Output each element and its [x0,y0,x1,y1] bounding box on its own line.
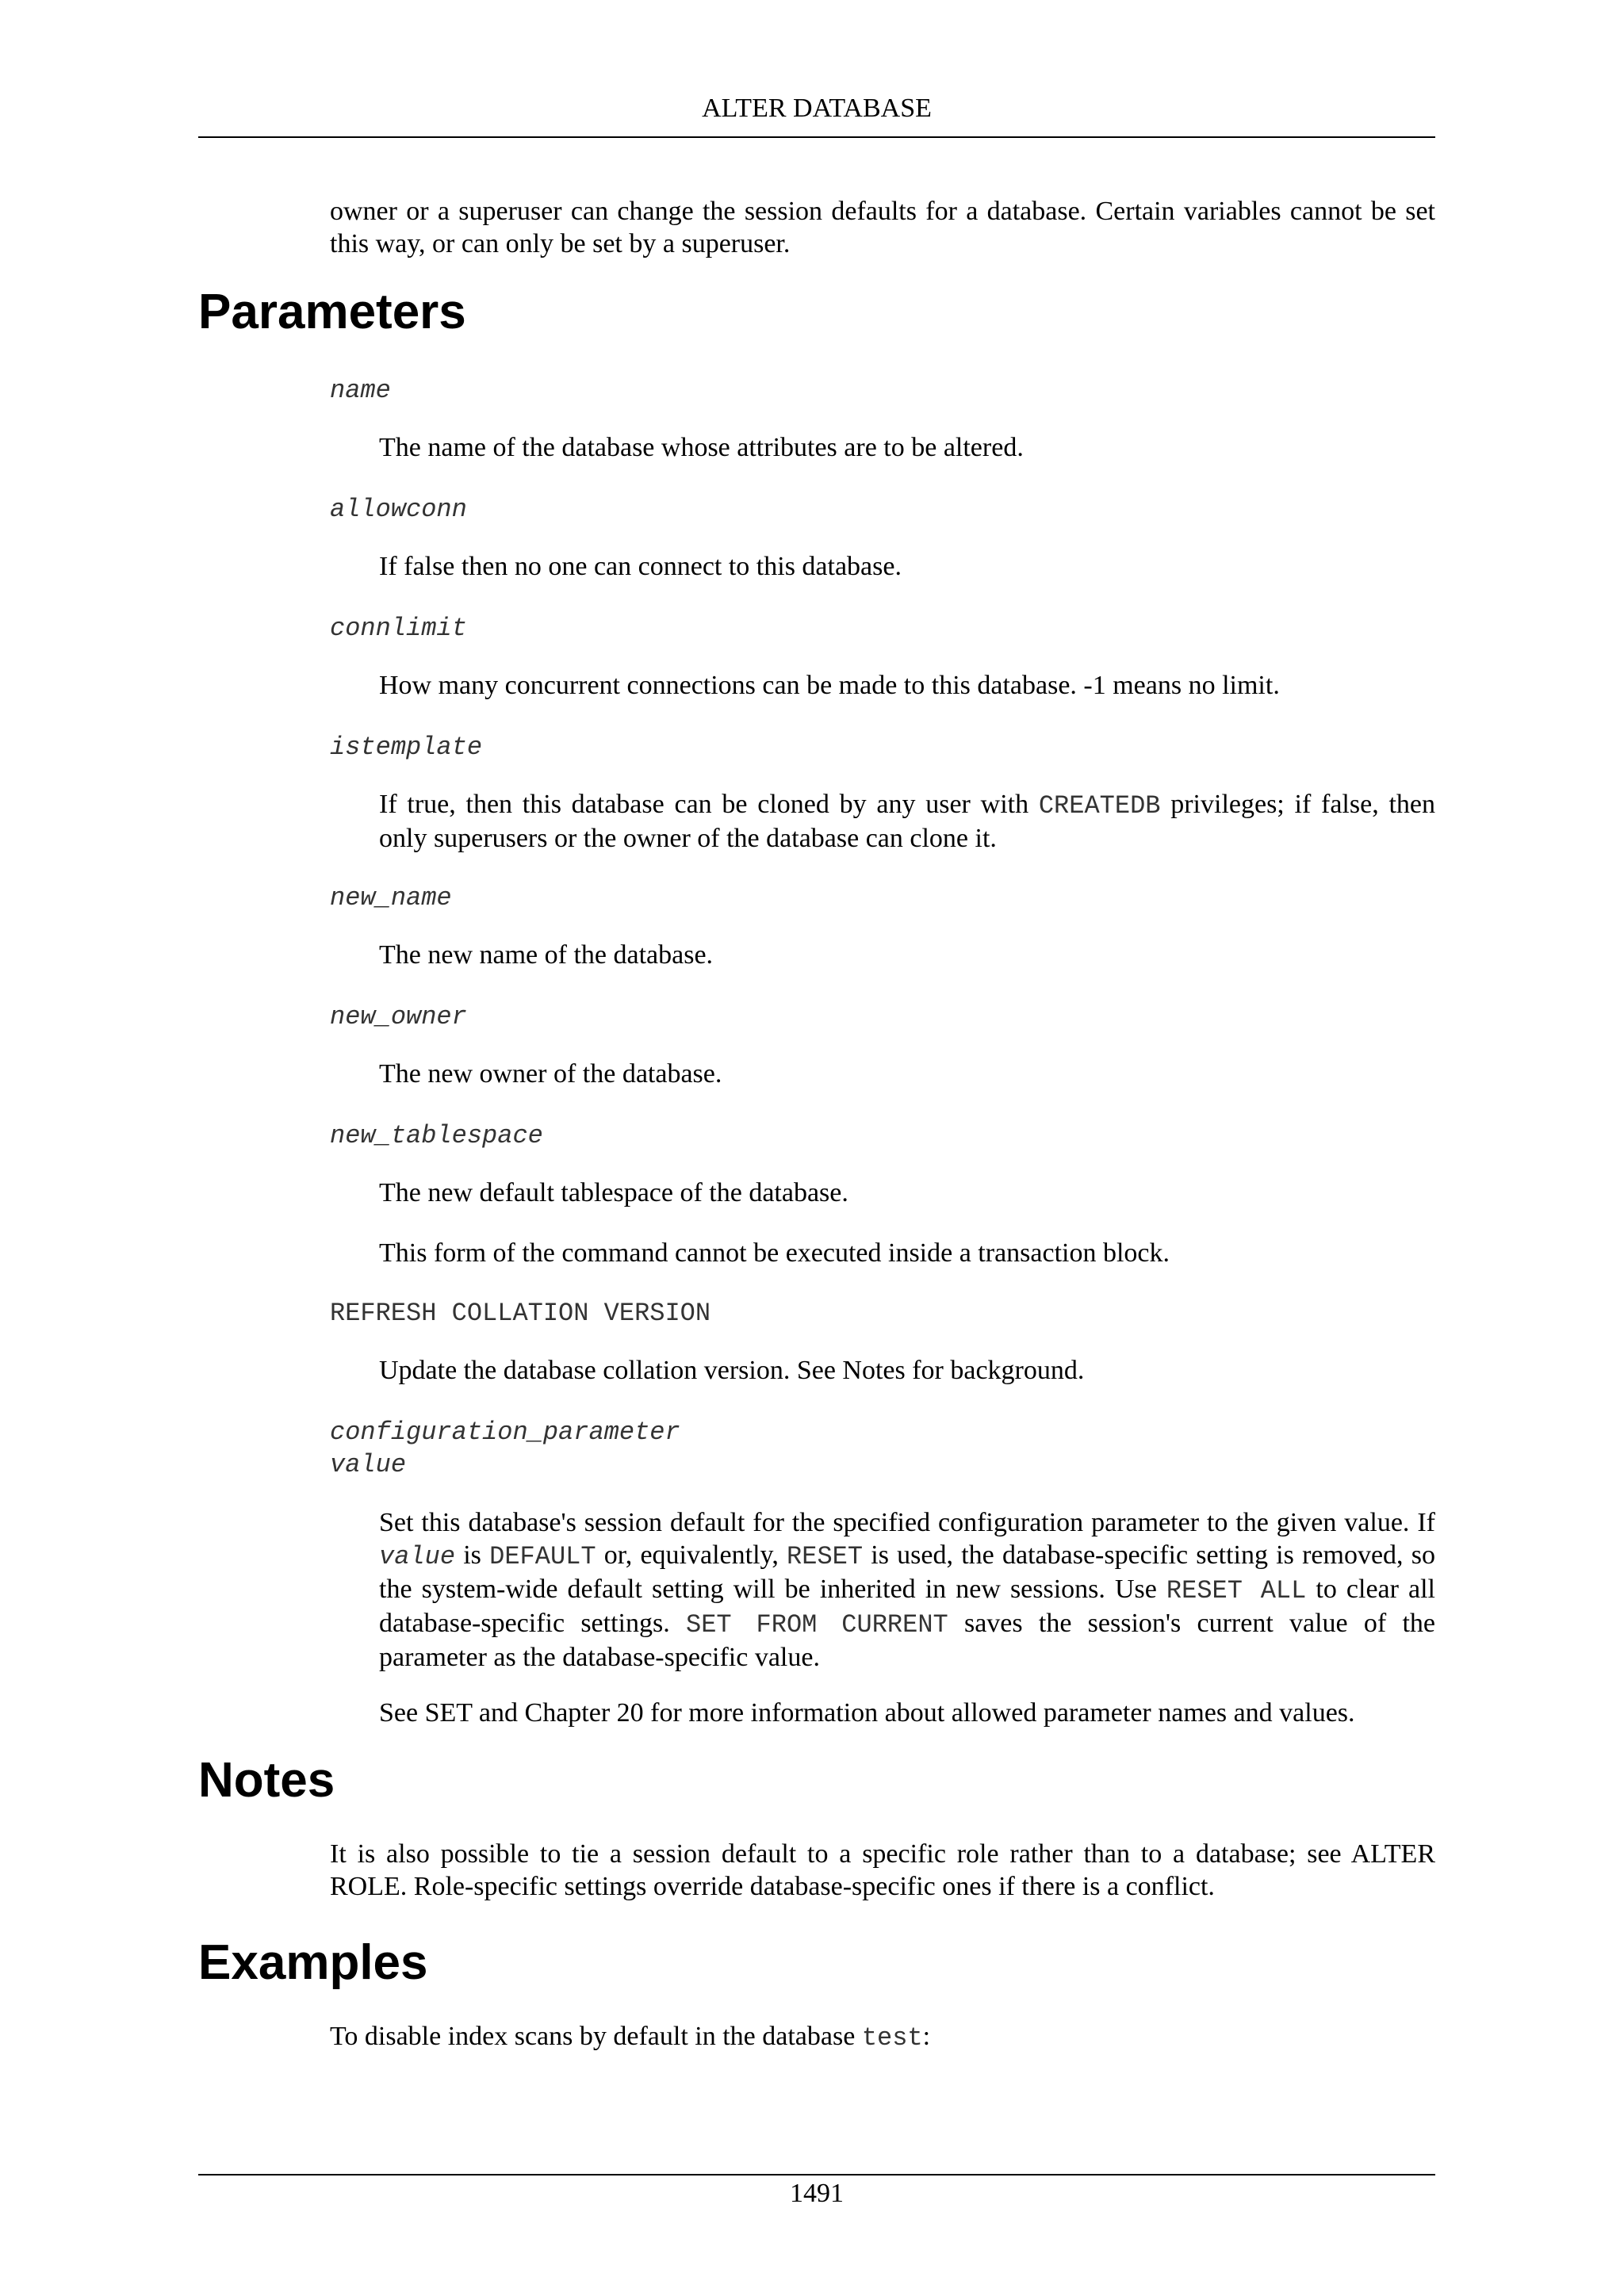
param-desc-new-tablespace-note: This form of the command cannot be executed inside a transaction block. [379,1238,1170,1268]
page-number: 1491 [790,2179,844,2208]
examples-heading: Examples [198,1935,428,1990]
desc-text: saves the session's current value of the parameter as the database-specific value. [379,1609,1436,1672]
desc-text: If true, then this database can be cloned by any user with [379,790,1039,819]
desc-text: or, equivalently, [596,1540,787,1570]
examples-paragraph [330,2020,1435,2054]
parameters-heading: Parameters [198,285,466,339]
code-set-from-current: SET FROM CURRENT [685,1610,948,1640]
param-desc-connlimit: How many concurrent connections can be made to this database. -1 means no limit. [379,671,1280,700]
param-desc-refresh-collation-version: Update the database collation version. See Notes for background. [379,1356,1085,1385]
param-term-new-name: new_name [330,883,452,913]
param-desc-configuration-parameter [379,1506,1435,1674]
code-default: DEFAULT [489,1542,596,1571]
param-term-value: value [330,1450,407,1479]
param-term-refresh-collation-version: REFRESH COLLATION VERSION [330,1299,711,1328]
param-desc-allowconn: If false then no one can connect to this database. [379,552,902,581]
param-desc-new-tablespace: The new default tablespace of the database. [379,1178,848,1207]
param-desc-configuration-parameter-see-also: See SET and Chapter 20 for more information about allowed parameter names and values. [379,1698,1355,1728]
intro-paragraph: owner or a superuser can change the session defaults for a database. Certain variables cannot be set this way, or can only be set by a superuser. [330,197,1435,258]
desc-text: to clear all database-specific settings. [379,1575,1435,1638]
notes-heading: Notes [198,1753,335,1808]
param-term-new-tablespace: new_tablespace [330,1121,543,1150]
code-reset: RESET [787,1542,864,1571]
example-text: : [922,2022,931,2051]
code-createdb: CREATEDB [1038,791,1161,821]
desc-text: is [455,1540,490,1570]
param-term-configuration-parameter: configuration_parameter [330,1418,680,1447]
param-term-new-owner: new_owner [330,1002,467,1031]
param-desc-new-owner: The new owner of the database. [379,1059,722,1089]
desc-text: Set this database's session default for the specified configuration parameter to the given value. If [379,1508,1435,1537]
param-term-name: name [330,376,391,405]
code-value: value [379,1542,456,1571]
running-header: ALTER DATABASE [198,94,1435,138]
example-text: To disable index scans by default in the database [330,2022,862,2051]
desc-text: is used, the database-specific setting is removed, so the system-wide default setting will be inherited in new sessions. Use [379,1540,1435,1604]
param-term-allowconn: allowconn [330,495,467,524]
footer-rule [198,2174,1435,2175]
code-test: test [861,2023,923,2053]
param-term-istemplate: istemplate [330,733,483,762]
param-desc-istemplate [379,788,1435,855]
code-reset-all: RESET ALL [1166,1576,1307,1605]
param-desc-name: The name of the database whose attributes are to be altered. [379,433,1024,462]
desc-text: privileges; if false, then only superusers or the owner of the database can clone it. [379,790,1435,853]
param-desc-new-name: The new name of the database. [379,940,714,970]
notes-paragraph: It is also possible to tie a session default to a specific role rather than to a database; see ALTER ROLE. Role-specific settings override database-specific ones if there is a conflict. [330,1839,1435,1901]
param-term-connlimit: connlimit [330,614,467,643]
